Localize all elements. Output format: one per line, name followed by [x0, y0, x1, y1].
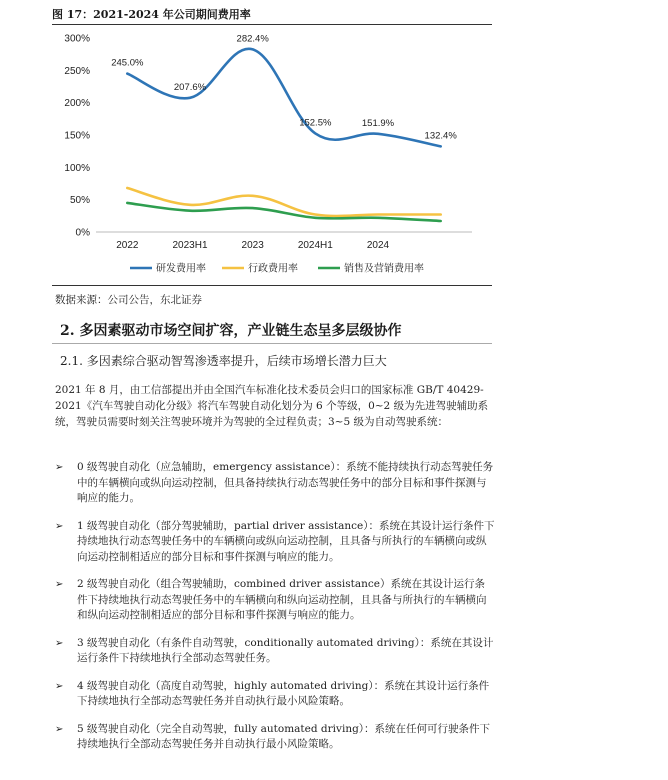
x-tick-label: 2024	[366, 240, 390, 251]
data-label: 207.6%	[173, 81, 207, 93]
list-item	[55, 460, 495, 507]
list-item	[55, 519, 495, 566]
y-tick-label: 0%	[75, 227, 90, 239]
subsection-heading: 2.1. 多因素综合驱动智驾渗透率提升，后续市场增长潜力巨大	[60, 354, 387, 368]
series-line-1	[127, 49, 440, 147]
figure-bottom-rule	[52, 285, 492, 286]
arrow-bullet-icon: ➢	[55, 579, 64, 590]
list-item-text: 0 级驾驶自动化（应急辅助，emergency assistance）：系统不能持续执行动态驾驶任务中的车辆横向或纵向运动控制，但具备持续执行动态驾驶任务中的部分目标和事件探测与响应的能力。	[77, 461, 494, 504]
list-item-text: 1 级驾驶自动化（部分驾驶辅助，partial driver assistance）：系统在其设计运行条件下持续地执行动态驾驶任务中的车辆横向或纵向运动控制，且具备与所执行的车辆横向或纵向运动控制相适应的部分目标和事件探测与响应的能力。	[77, 519, 495, 563]
list-item-text: 2 级驾驶自动化（组合驾驶辅助，combined driver assistance）系统在其设计运行条件下持续地执行动态驾驶任务中的车辆横向和纵向运动控制，且具备与所执行的车辆横向和纵向运动控制相适应的部分目标和事件探测与响应的能力。	[77, 578, 487, 621]
section-heading-rule	[52, 343, 492, 344]
data-label: 151.9%	[361, 117, 395, 129]
section-heading: 2. 多因素驱动市场空间扩容，产业链生态呈多层级协作	[60, 323, 402, 339]
y-tick-label: 100%	[64, 162, 90, 174]
list-item	[55, 722, 495, 753]
x-tick-label: 2023	[241, 240, 264, 251]
legend-label: 销售及营销费用率	[344, 263, 424, 275]
y-tick-label: 200%	[64, 98, 90, 110]
data-label: 132.4%	[424, 130, 457, 142]
list-item-text: 5 级驾驶自动化（完全自动驾驶，fully automated driving）：系统在任何可行驶条件下持续地执行全部动态驾驶任务并自动执行最小风险策略。	[77, 722, 491, 750]
x-tick-label: 2024H1	[297, 240, 333, 251]
automation-levels-list	[55, 460, 495, 765]
expense-ratio-chart	[52, 26, 492, 284]
arrow-bullet-icon: ➢	[55, 462, 64, 473]
intro-paragraph: 2021 年 8 月，由工信部提出并由全国汽车标准化技术委员会归口的国家标准 GB/T 40429-2021《汽车驾驶自动化分级》将汽车驾驶自动化划分为 6 个等级，0~2 级为先进驾驶辅助系统，驾驶员需要时刻关注驾驶环境并为驾驶的全过程负责；3~5 级为自动驾驶系统：	[55, 384, 489, 428]
y-tick-label: 50%	[69, 195, 90, 207]
x-tick-label: 2023H1	[172, 240, 208, 251]
arrow-bullet-icon: ➢	[55, 520, 64, 532]
figure-top-rule	[52, 24, 492, 25]
data-label: 245.0%	[111, 57, 144, 69]
y-tick-label: 300%	[64, 33, 90, 45]
y-tick-label: 250%	[64, 65, 90, 77]
list-item-text: 4 级驾驶自动化（高度自动驾驶，highly automated driving）：系统在其设计运行条件下持续地执行全部动态驾驶任务并自动执行最小风险策略。	[77, 679, 490, 707]
list-item	[55, 679, 495, 710]
legend-label: 研发费用率	[156, 263, 206, 275]
figure-title: 图 17：2021-2024 年公司期间费用率	[52, 8, 251, 21]
arrow-bullet-icon: ➢	[55, 637, 64, 649]
list-item-text: 3 级驾驶自动化（有条件自动驾驶，conditionally automated driving）：系统在其设计运行条件下持续地执行全部动态驾驶任务。	[77, 636, 494, 664]
y-tick-label: 150%	[64, 130, 90, 142]
legend-label: 行政费用率	[248, 263, 298, 275]
data-label: 152.5%	[299, 117, 332, 129]
x-tick-label: 2022	[116, 240, 139, 251]
data-label: 282.4%	[236, 33, 269, 45]
figure-source: 数据来源：公司公告，东北证券	[55, 294, 202, 306]
list-item	[55, 636, 495, 667]
arrow-bullet-icon: ➢	[55, 723, 64, 735]
arrow-bullet-icon: ➢	[55, 680, 64, 692]
list-item	[55, 577, 495, 624]
